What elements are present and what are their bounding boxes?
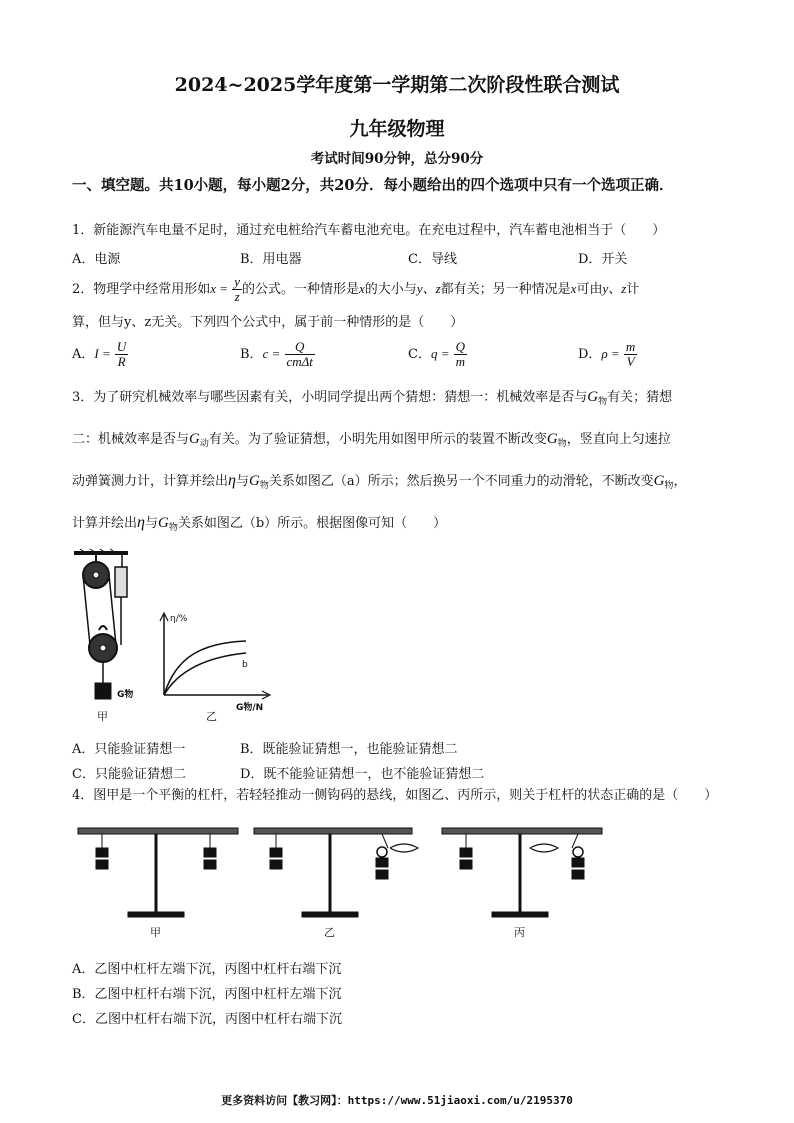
q1-stem: 1．新能源汽车电量不足时，通过充电桩给汽车蓄电池充电。在充电过程中，汽车蓄电池相当于（ ） [72, 223, 666, 238]
q2-formula-fraction [232, 275, 242, 304]
q3-sub: 物 [259, 481, 269, 491]
q3-symbol-g: G [248, 473, 260, 489]
q3-text: 动弹簧测力计，计算并绘出 [72, 474, 229, 489]
q2-line1 [72, 272, 639, 307]
q3-option-c: C．只能验证猜想二 [72, 767, 186, 782]
frac-den: R [117, 354, 126, 369]
q2-option-b-label: B． [240, 347, 263, 362]
q4-option-a: A．乙图中杠杆左端下沉，丙图中杠杆右端下沉 [72, 962, 342, 977]
weight-label: G物 [117, 690, 134, 700]
q3-symbol-g: G [587, 389, 599, 405]
q4-stem: 4．图甲是一个平衡的杠杆，若轻轻推动一侧钩码的悬线，如图乙、丙所示，则关于杠杆的状态正确的是（ ） [72, 788, 718, 803]
frac-den: V [626, 354, 635, 369]
q2-option-c-label: C． [408, 347, 431, 362]
q3-text: 有关。为了验证猜想，小明先用如图甲所示的装置不断改变 [208, 432, 547, 447]
q2-option-a [72, 340, 128, 369]
q3-symbol-eta: η [137, 514, 145, 531]
q2-option-c [408, 340, 467, 369]
q3-text: 二：机械效率是否与 [72, 432, 190, 447]
q3-text: ，竖直向上匀速拉 [566, 432, 671, 447]
lever-jia [78, 828, 238, 917]
q2-option-b [240, 340, 315, 369]
q2-var: x [359, 281, 365, 296]
x-axis-label: G物/N [236, 703, 264, 713]
footer-link[interactable]: 更多资料访问【教习网】：https://www.51jiaoxi.com/u/2195370 [221, 1094, 573, 1107]
figure-label-bing: 丙 [514, 926, 525, 939]
q2-option-d-fraction [624, 340, 637, 369]
q2-text: 的大小与 [364, 282, 417, 297]
q3-text: ， [673, 474, 687, 489]
figure-label-yi: 乙 [324, 926, 335, 939]
hand-icon [390, 844, 418, 852]
q2-option-c-lhs: q = [430, 346, 450, 361]
q3-sub: 物 [557, 439, 567, 449]
q1-option-b: B．用电器 [240, 252, 302, 267]
q2-text: 2．物理学中经常用形如 [72, 282, 211, 297]
lever-bing [442, 828, 602, 917]
q2-text: 计 [626, 282, 640, 297]
q2-option-d [578, 340, 637, 369]
lever-yi [254, 828, 418, 917]
frac-den: cmΔt [286, 354, 313, 369]
efficiency-graph [160, 613, 270, 699]
q3-sub: 物 [598, 397, 608, 407]
q2-text: 都有关；另一种情况是 [440, 282, 571, 297]
q3-line4 [72, 514, 446, 537]
hand-icon [530, 844, 558, 852]
q3-text: 与 [144, 516, 158, 531]
q2-option-a-fraction [115, 340, 128, 369]
curve-b-label: b [242, 660, 248, 670]
q2-option-d-label: D． [578, 347, 602, 362]
q2-option-d-lhs: ρ = [601, 346, 620, 361]
q3-line3 [72, 472, 686, 495]
q3-symbol-eta: η [228, 472, 236, 489]
q3-symbol-g: G [653, 473, 665, 489]
q3-symbol-g: G [157, 515, 169, 531]
figure-label-jia: 甲 [97, 710, 108, 723]
q2-frac-den: z [234, 289, 240, 304]
curve-b [164, 653, 246, 695]
q2-var: y、z [416, 281, 441, 296]
q3-text: 计算并绘出 [72, 516, 138, 531]
q1-option-a: A．电源 [72, 252, 121, 267]
q4-figure [70, 812, 610, 944]
q4-option-b: B．乙图中杠杆右端下沉，丙图中杠杆左端下沉 [72, 987, 342, 1002]
q2-var: x [570, 281, 577, 296]
q3-line2 [72, 430, 671, 453]
q3-line1 [72, 388, 672, 411]
q3-option-a: A．只能验证猜想一 [72, 742, 186, 757]
q3-symbol-g: G [546, 431, 558, 447]
q2-option-b-lhs: c = [262, 346, 281, 361]
q3-sub: 物 [664, 481, 674, 491]
q3-option-b: B．既能验证猜想一，也能验证猜想二 [240, 742, 458, 757]
q2-text: 可由 [576, 282, 603, 297]
q2-option-b-fraction [285, 340, 315, 369]
subject-title: 九年级物理 [349, 118, 445, 140]
q3-symbol-g: G [189, 431, 200, 447]
q3-text: 关系如图乙（a）所示；然后换另一个不同重力的动滑轮，不断改变 [268, 474, 654, 489]
q1-option-d: D．开关 [578, 252, 628, 267]
q3-text: 3．为了研究机械效率与哪些因素有关，小明同学提出两个猜想：猜想一：机械效率是否与 [72, 390, 588, 405]
y-axis-label: η/% [170, 614, 188, 624]
exam-title: 2024~2025学年度第一学期第二次阶段性联合测试 [174, 74, 620, 96]
q3-text: 关系如图乙（b）所示。根据图像可知（ ） [177, 516, 447, 531]
q2-frac-num: y [234, 274, 240, 289]
q4-option-c: C．乙图中杠杆右端下沉，丙图中杠杆右端下沉 [72, 1012, 342, 1027]
exam-info: 考试时间90分钟，总分90分 [310, 151, 484, 167]
frac-den: m [455, 354, 466, 369]
q2-option-a-lhs: I = [94, 346, 111, 361]
figure-label-jia: 甲 [150, 926, 161, 939]
section1-heading: 一、填空题。共10小题，每小题2分，共20分．每小题给出的四个选项中只有一个选项正确． [72, 177, 674, 194]
q2-text: 的公式。一种情形是 [242, 282, 360, 297]
figure-label-yi: 乙 [206, 710, 217, 723]
q2-option-a-label: A． [72, 347, 95, 362]
q2-line2: 算，但与y、z无关。下列四个公式中，属于前一种情形的是（ ） [72, 315, 464, 330]
curve-a [164, 641, 246, 695]
q3-figure [66, 545, 296, 730]
frac-num: Q [455, 339, 466, 354]
q3-option-d: D．既不能验证猜想一，也不能验证猜想二 [240, 767, 485, 782]
q2-formula-lhs: x = [210, 281, 229, 296]
frac-num: U [116, 339, 127, 354]
q3-text: 有关；猜想 [607, 390, 673, 405]
q3-sub: 动 [199, 439, 209, 449]
pulley-apparatus [74, 549, 128, 699]
frac-num: m [625, 339, 636, 354]
frac-num: Q [285, 340, 315, 355]
q3-text: 与 [235, 474, 249, 489]
q2-var: y、z [602, 281, 627, 296]
q3-sub: 物 [168, 523, 178, 533]
q2-option-c-fraction [454, 340, 467, 369]
q1-option-c: C．导线 [408, 252, 457, 267]
